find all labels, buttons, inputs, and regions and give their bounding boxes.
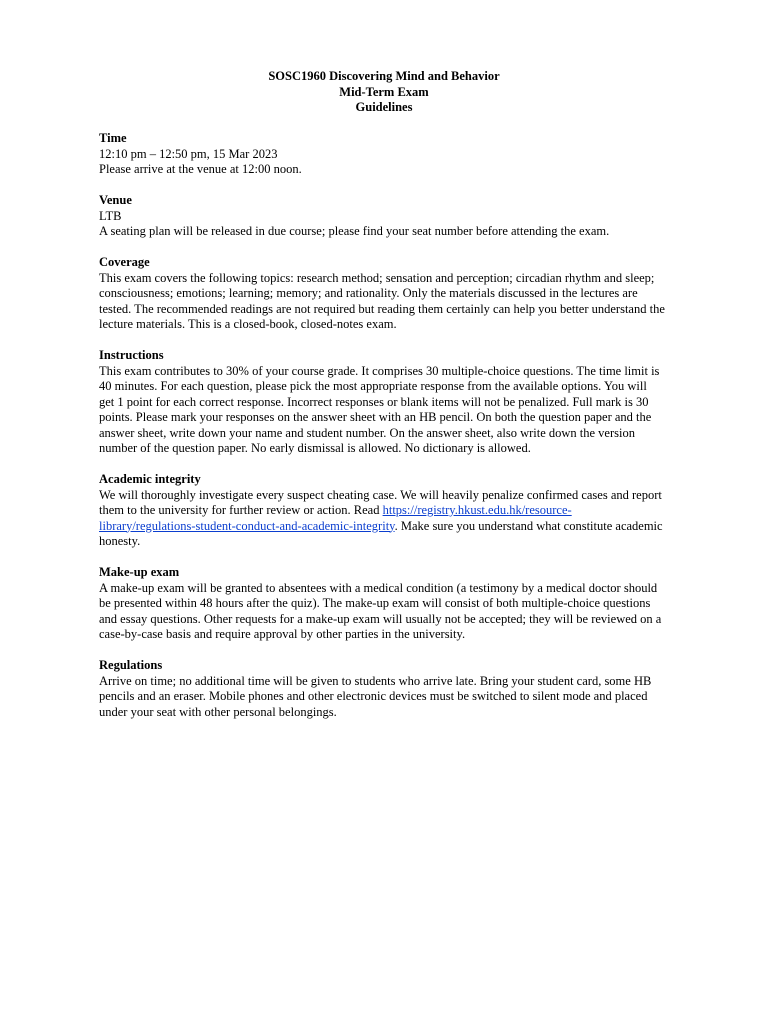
section-time [99,131,665,178]
regulations-text: Arrive on time; no additional time will be given to students who arrive late. Bring your student card, some HB pencils and an eraser. Mobile phones and other electronic devices must be switched to silent mode and placed under your seat with other personal belongings. [99,673,652,719]
venue-seating-note: A seating plan will be released in due course; please find your seat number before attending the exam. [99,224,610,238]
section-instructions [99,348,665,457]
exam-title: Mid-Term Exam [339,84,429,99]
section-regulations [99,658,665,720]
instructions-heading: Instructions [99,348,164,362]
venue-heading: Venue [99,193,132,207]
venue-name: LTB [99,208,122,223]
time-schedule: 12:10 pm – 12:50 pm, 15 Mar 2023 [99,146,278,161]
makeup-heading: Make-up exam [99,565,180,579]
academic-integrity-text-after: . Make sure you understand what constitute academic honesty. [99,518,663,548]
coverage-heading: Coverage [99,255,150,269]
academic-integrity-heading: Academic integrity [99,472,201,486]
section-academic-integrity [99,472,665,550]
coverage-text: This exam covers the following topics: research method; sensation and perception; circadian rhythm and sleep; consciousness; emotions; learning; memory; and rationality. Only the materials discussed in the lectures are tested. The recommended readings are not required but reading them certainly can help you better understand the lecture materials. This is a closed-book, closed-notes exam. [99,270,665,331]
instructions-text: This exam contributes to 30% of your course grade. It comprises 30 multiple-choice questions. The time limit is 40 minutes. For each question, please pick the most appropriate response from the available options. You will get 1 point for each correct response. Incorrect responses or blank items will not be penalized. Full mark is 30 points. Please mark your responses on the answer sheet with an HB pencil. On both the question paper and the answer sheet, write down your name and student number. On the answer sheet, also write down the version number of the question paper. No early dismissal is allowed. No dictionary is allowed. [99,363,660,455]
academic-integrity-text [99,488,665,550]
makeup-text: A make-up exam will be granted to absentees with a medical condition (a testimony by a medical doctor should be presented within 48 hours after the quiz). The make-up exam will consist of both multiple-choice questions and essay questions. Other requests for a make-up exam will usually not be accepted; they will be reviewed on a case-by-case basis and require approval by other parties in the university. [99,580,662,641]
time-heading: Time [99,131,127,145]
guidelines-content [99,131,665,736]
academic-integrity-text-before: We will thoroughly investigate every suspect cheating case. We will heavily penalize confirmed cases and report them to the university for further review or action. Read [99,487,662,517]
section-makeup-exam [99,565,665,643]
regulations-link[interactable]: https://registry.hkust.edu.hk/resource-library/regulations-student-conduct-and-academic-integrity [99,503,572,533]
time-arrival-note: Please arrive at the venue at 12:00 noon. [99,162,302,176]
regulations-heading: Regulations [99,658,163,672]
section-coverage [99,255,665,333]
title-block [0,69,768,116]
guidelines-title: Guidelines [355,100,413,114]
section-venue [99,193,665,240]
course-title: SOSC1960 Discovering Mind and Behavior [268,69,500,83]
